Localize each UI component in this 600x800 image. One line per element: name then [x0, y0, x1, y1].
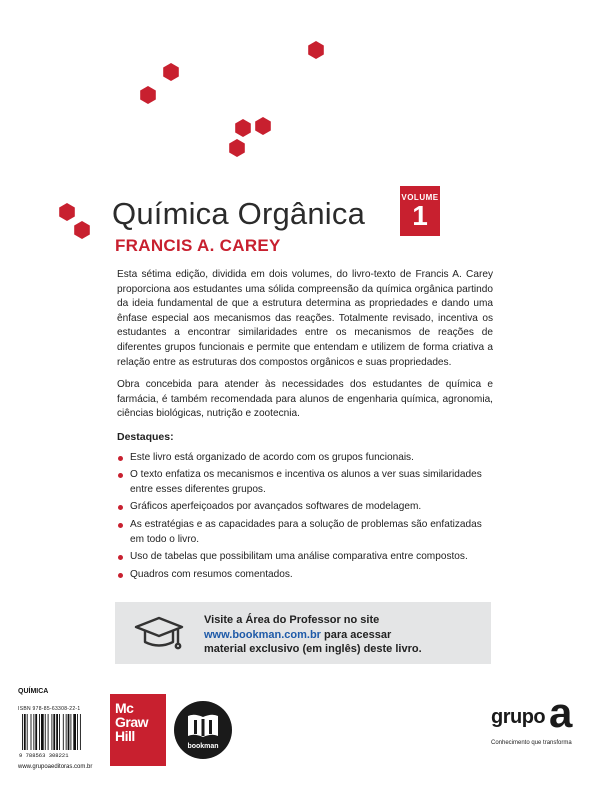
mcgraw-hill-logo: Mc Graw Hill	[110, 694, 166, 766]
grupo-letter: a	[549, 689, 573, 736]
graduation-cap-icon	[133, 612, 185, 654]
barcode-digits: 9 788563 308221	[19, 752, 69, 758]
promo-text	[204, 613, 484, 657]
footer-left	[18, 688, 108, 770]
barcode-bar	[48, 714, 49, 750]
barcode-bar	[24, 714, 26, 750]
publisher-site: www.grupoaeditoras.com.br	[18, 764, 93, 770]
list-item: As estratégias e as capacidades para a solução de problemas são enfatizadas em todo o livro.	[117, 518, 493, 547]
book-title: Química Orgânica	[112, 196, 366, 231]
highlights-title: Destaques:	[117, 430, 174, 443]
bullet-icon	[118, 473, 123, 478]
list-item: Uso de tabelas que possibilitam uma análise comparativa entre compostos.	[117, 550, 493, 565]
hexagon-icon	[163, 63, 179, 81]
barcode-bar	[45, 714, 46, 750]
barcode-bar	[68, 714, 70, 750]
list-item: Este livro está organizado de acordo com os grupos funcionais.	[117, 451, 493, 466]
barcode-bar	[39, 714, 40, 750]
list-item: Quadros com resumos comentados.	[117, 568, 493, 583]
isbn-barcode	[18, 714, 108, 758]
volume-label: VOLUME	[401, 193, 439, 202]
barcode-bar	[66, 714, 67, 750]
barcode-bar	[22, 714, 23, 750]
volume-badge	[400, 186, 440, 236]
list-item: Gráficos aperfeiçoados por avançados softwares de modelagem.	[117, 500, 493, 515]
barcode-bar	[41, 714, 44, 750]
hexagon-icon	[59, 203, 75, 221]
hexagon-icon	[255, 117, 271, 135]
bookman-site-link[interactable]: www.bookman.com.br	[204, 628, 321, 641]
barcode-bar	[31, 714, 32, 750]
author-name: FRANCIS A. CAREY	[115, 236, 281, 255]
isbn-text: ISBN 978-85-63308-22-1	[18, 706, 81, 712]
bullet-icon	[118, 573, 123, 578]
bullet-icon	[118, 456, 123, 461]
barcode-bar	[80, 714, 81, 750]
grupo-tagline: Conhecimento que transforma	[491, 740, 572, 746]
hexagon-icon	[229, 139, 245, 157]
barcode-bar	[51, 714, 52, 750]
barcode-bar	[59, 714, 60, 750]
promo-line-3: material exclusivo (em inglês) deste livro.	[204, 643, 422, 656]
barcode-bar	[63, 714, 64, 750]
bookman-logo	[173, 700, 233, 760]
subject-label: QUÍMICA	[18, 688, 49, 695]
hexagon-icon	[308, 41, 324, 59]
hexagon-icon	[235, 119, 251, 137]
barcode-bar	[73, 714, 76, 750]
barcode-bar	[33, 714, 34, 750]
grupo-a-logo	[491, 689, 591, 762]
professor-area-box	[115, 602, 491, 664]
barcode-bar	[77, 714, 78, 750]
barcode-bar	[56, 714, 58, 750]
volume-number: 1	[412, 200, 428, 231]
barcode-bar	[27, 714, 28, 750]
description-paragraph-2: Obra concebida para atender às necessidades dos estudantes de química e farmácia, é também recomendada para alunos de engenharia química, agronomia, ciências biológicas, nutrição e zootecnia.	[117, 379, 493, 420]
grupo-wordmark: grupo	[491, 706, 546, 728]
barcode-bar	[70, 714, 71, 750]
bullet-icon	[118, 505, 123, 510]
bullet-icon	[118, 523, 123, 528]
list-item: O texto enfatiza os mecanismos e incentiva os alunos a ver suas similaridades entre esses diferentes grupos.	[117, 468, 493, 497]
promo-line-2: www.bookman.com.br para acessar	[204, 628, 392, 641]
hexagon-icon	[140, 86, 156, 104]
highlights-list	[117, 451, 493, 583]
bookman-wordmark: bookman	[187, 743, 219, 750]
description-paragraph-1: Esta sétima edição, dividida em dois volumes, do livro-texto de Francis A. Carey proporciona aos estudantes uma sólida compreensão da química orgânica partindo da ideia fundamental de que a estrutura determina as propriedades e dando uma ênfase especial aos mecanismos das reações. Totalmente revisado, incentiva os estudantes a encontrar similaridades entre os mecanismos de reações de diferentes grupos funcionais e permite que entendam e utilizem de forma criativa a relação entre as estruturas dos compostos orgânicos e suas propriedades.	[117, 269, 493, 368]
bullet-icon	[118, 555, 123, 560]
barcode-bar	[53, 714, 55, 750]
description	[117, 268, 493, 585]
barcode-bar	[35, 714, 37, 750]
promo-line-1: Visite a Área do Professor no site	[204, 614, 380, 626]
hexagon-icon	[74, 221, 90, 239]
